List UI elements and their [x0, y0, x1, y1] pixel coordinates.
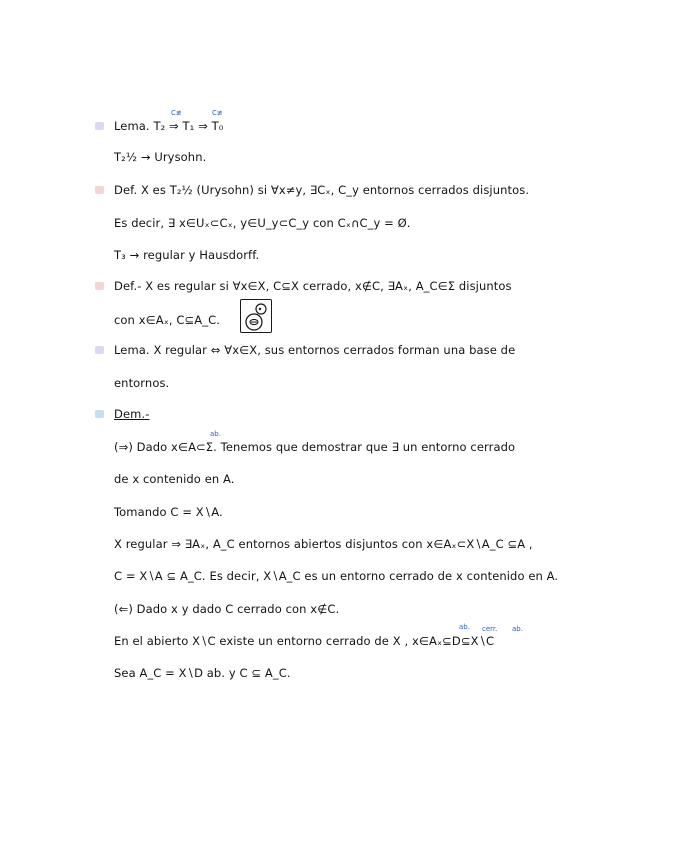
text-line-4: Es decir, ∃ x∈Uₓ⊂Cₓ, y∈U_y⊂C_y con Cₓ∩C_y = Ø.	[114, 216, 411, 230]
text-line-16: (⇐) Dado x y dado C cerrado con x∉C.	[114, 602, 340, 616]
annotation-c-neq-2: C≢	[212, 109, 223, 117]
text-line-14: X regular ⇒ ∃Aₓ, A_C entornos abiertos disjuntos con x∈Aₓ⊂X∖A_C ⊆A ,	[114, 537, 533, 551]
text-line-15: C = X∖A ⊆ A_C. Es decir, X∖A_C es un entorno cerrado de x contenido en A.	[114, 569, 559, 583]
text-line-2: T₂½ → Urysohn.	[114, 150, 207, 164]
sketch-drawing	[241, 300, 273, 334]
bullet-pink	[95, 186, 104, 194]
text-line-11: (⇒) Dado x∈A⊂Σ. Tenemos que demostrar que ∃ un entorno cerrado	[114, 440, 516, 454]
text-line-5: T₃ → regular y Hausdorff.	[114, 248, 260, 262]
annotation-ab-1: ab.	[210, 430, 221, 438]
annotation-ab-2: ab.	[459, 623, 470, 631]
annotation-ab-3: ab.	[512, 625, 523, 633]
text-line-1: Lema. T₂ ⇒ T₁ ⇒ T₀	[114, 119, 224, 133]
text-line-17: En el abierto X∖C existe un entorno cerrado de X , x∈Aₓ⊆D⊆X∖C	[114, 634, 495, 648]
bullet-lavender	[95, 122, 104, 130]
annotation-cerr: cerr.	[482, 625, 498, 633]
text-line-7: con x∈Aₓ, C⊆A_C.	[114, 313, 220, 327]
text-line-12: de x contenido en A.	[114, 472, 235, 486]
text-line-9: entornos.	[114, 376, 170, 390]
sketch-figure	[240, 299, 272, 333]
text-line-8: Lema. X regular ⇔ ∀x∈X, sus entornos cerrados forman una base de	[114, 343, 516, 357]
text-line-10: Dem.-	[114, 407, 150, 421]
bullet-lavender	[95, 346, 104, 354]
text-line-18: Sea A_C = X∖D ab. y C ⊆ A_C.	[114, 666, 291, 680]
annotation-c-neq-1: C≢	[171, 109, 182, 117]
bullet-pink	[95, 282, 104, 290]
bullet-blue	[95, 410, 104, 418]
text-line-3: Def. X es T₂½ (Urysohn) si ∀x≠y, ∃Cₓ, C_y entornos cerrados disjuntos.	[114, 183, 530, 197]
text-line-6: Def.- X es regular si ∀x∈X, C⊆X cerrado, x∉C, ∃Aₓ, A_C∈Σ disjuntos	[114, 279, 512, 293]
text-line-13: Tomando C = X∖A.	[114, 505, 223, 519]
